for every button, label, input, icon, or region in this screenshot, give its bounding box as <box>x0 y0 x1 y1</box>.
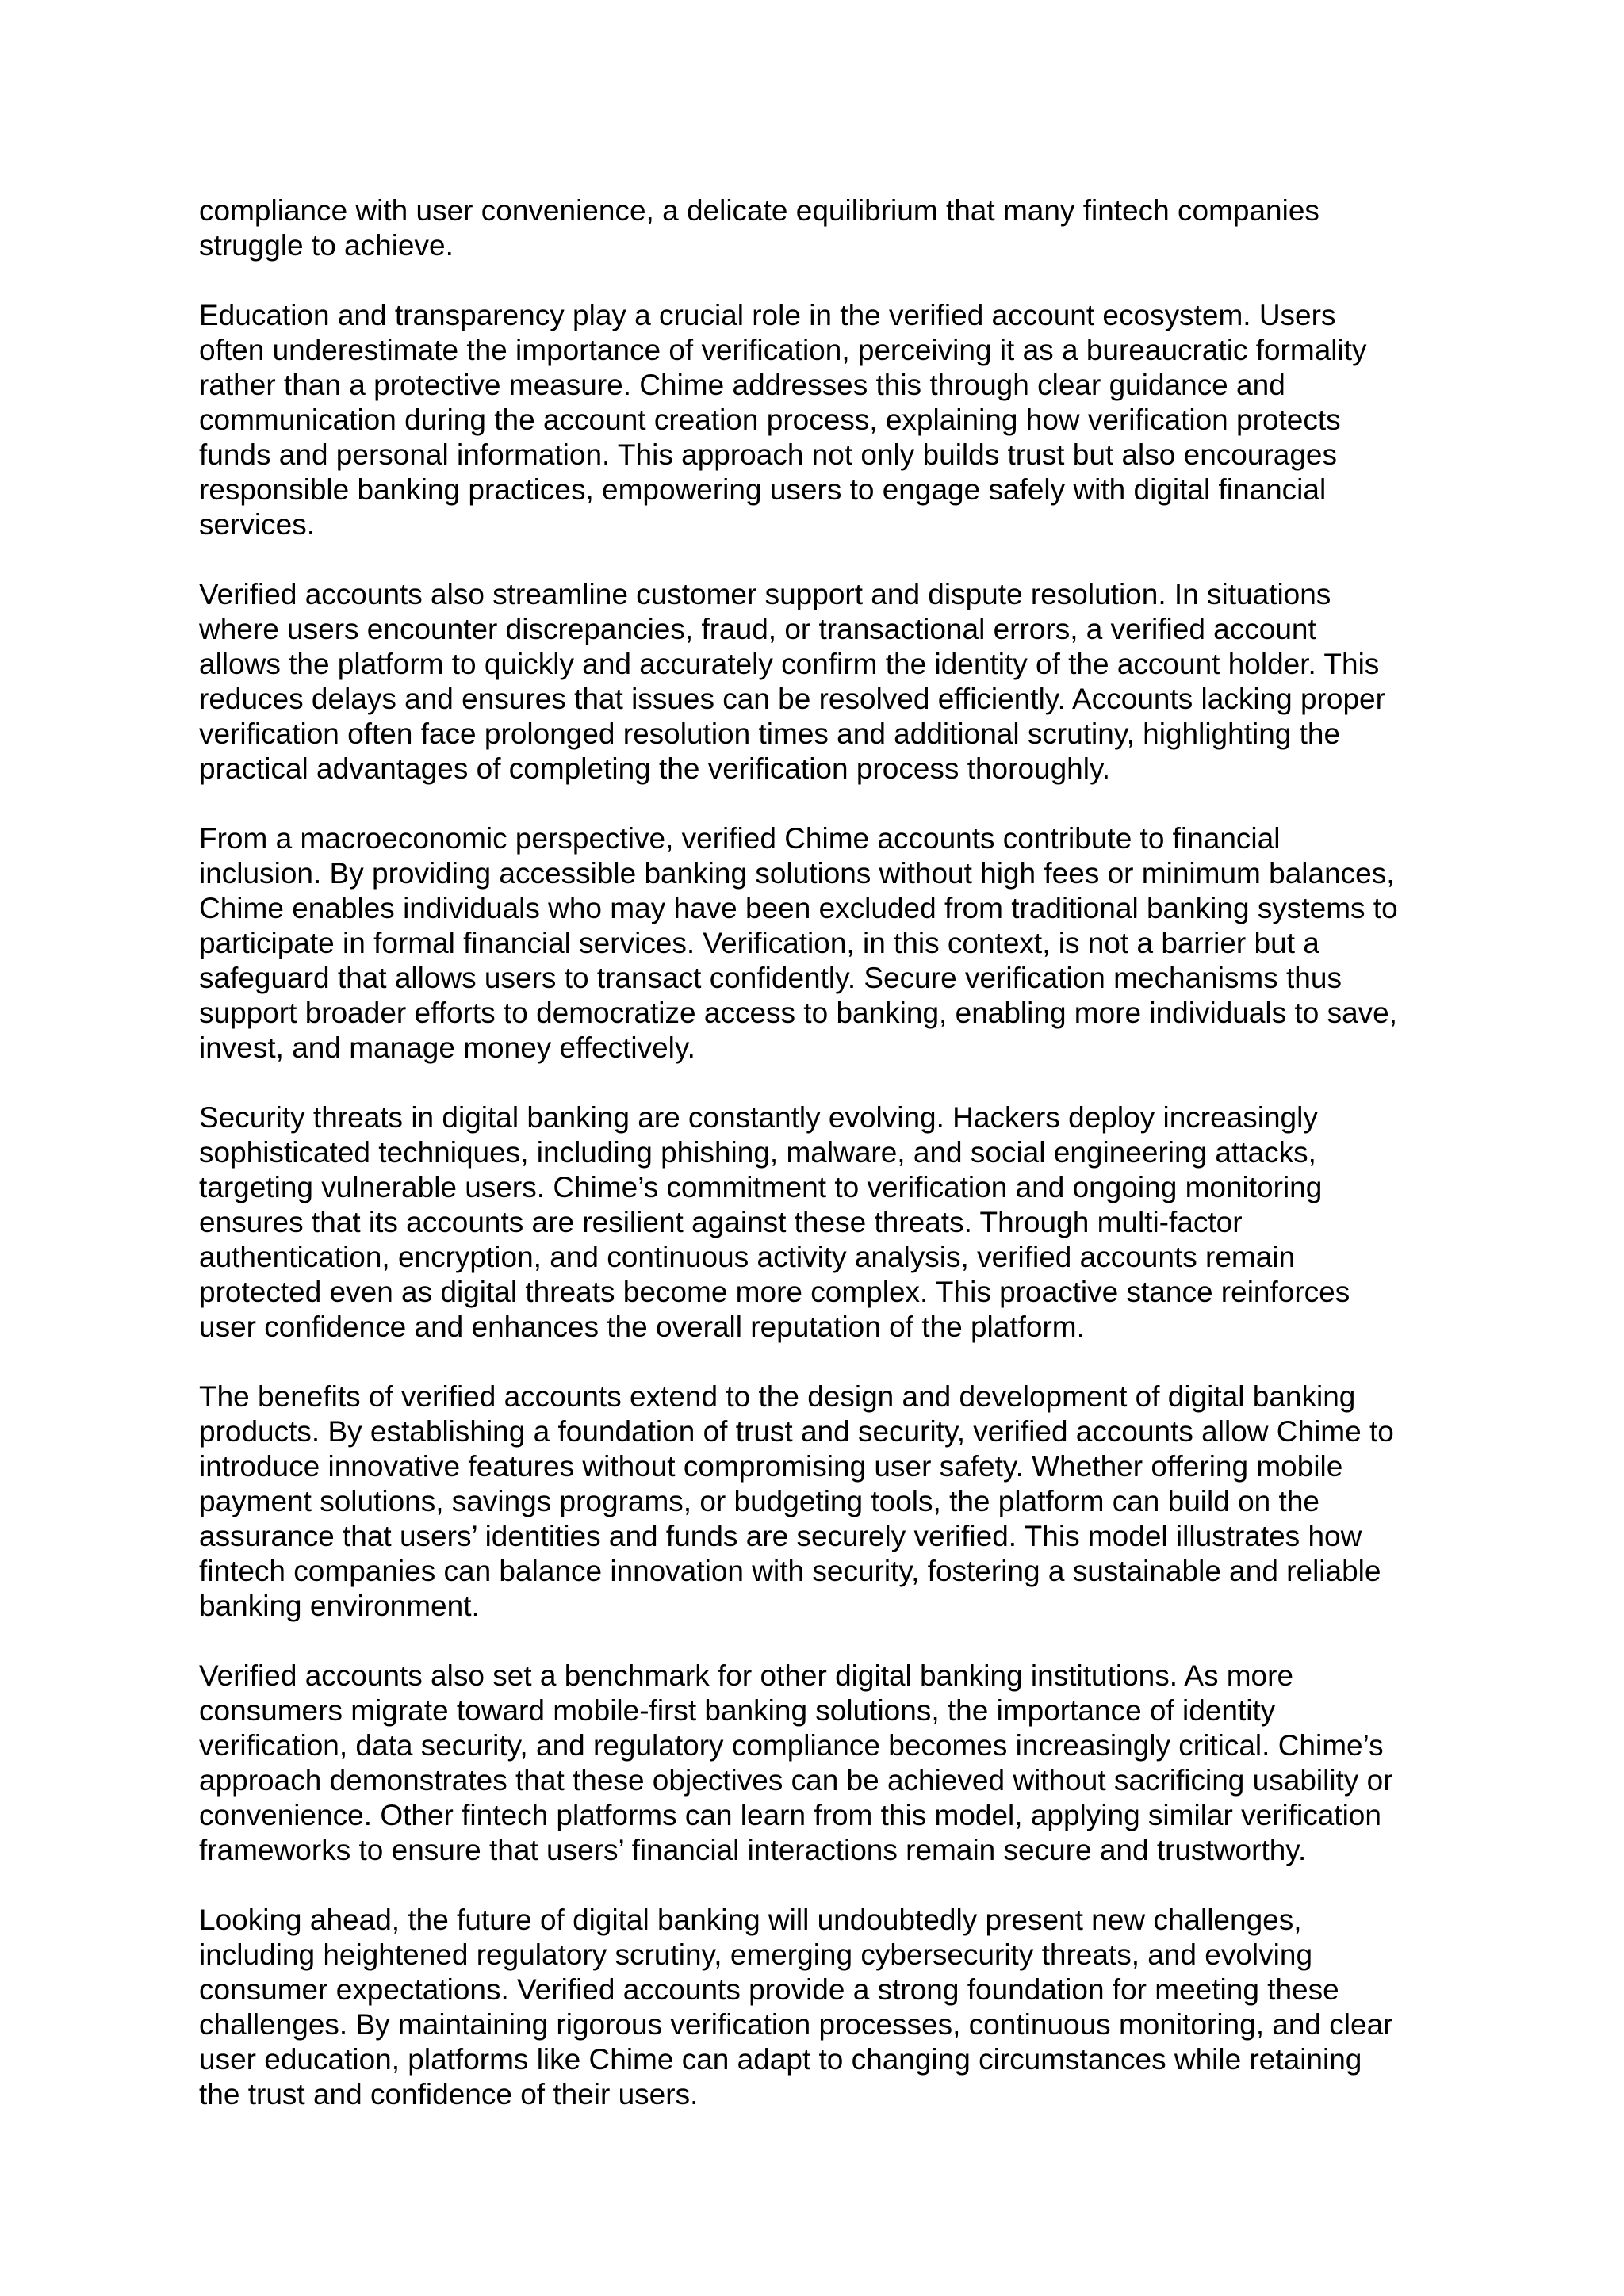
paragraph-5: Security threats in digital banking are constantly evolving. Hackers deploy increasingly sophisticated techniques, including phishing, malware, and social engineering attacks, targeting vulnerable users. Chime’s commitment to verification and ongoing monitoring ensures that its accounts are resilient against these threats. Through multi-factor authentication, encryption, and continuous activity analysis, verified accounts remain protected even as digital threats become more complex. This proactive stance reinforces user confidence and enhances the overall reputation of the platform. <box>199 1101 1350 1343</box>
paragraph-2: Education and transparency play a crucial role in the verified account ecosystem. Users often underestimate the importance of verification, perceiving it as a bureaucratic formality rather than a protective measure. Chime addresses this through clear guidance and communication during the account creation process, explaining how verification protects funds and personal information. This approach not only builds trust but also encourages responsible banking practices, empowering users to engage safely with digital financial services. <box>199 299 1367 541</box>
paragraph-1: compliance with user convenience, a delicate equilibrium that many fintech companies struggle to achieve. <box>199 194 1320 262</box>
paragraph-4: From a macroeconomic perspective, verified Chime accounts contribute to financial inclusion. By providing accessible banking solutions without high fees or minimum balances, Chime enables individuals who may have been excluded from traditional banking systems to participate in formal financial services. Verification, in this context, is not a barrier but a safeguard that allows users to transact confidently. Secure verification mechanisms thus support broader efforts to democratize access to banking, enabling more individuals to save, invest, and manage money effectively. <box>199 822 1398 1064</box>
paragraph-3: Verified accounts also streamline customer support and dispute resolution. In situations where users encounter discrepancies, fraud, or transactional errors, a verified account allows the platform to quickly and accurately confirm the identity of the account holder. This reduces delays and ensures that issues can be resolved efficiently. Accounts lacking proper verification often face prolonged resolution times and additional scrutiny, highlighting the practical advantages of completing the verification process thoroughly. <box>199 578 1385 785</box>
paragraph-8: Looking ahead, the future of digital banking will undoubtedly present new challenges, including heightened regulatory scrutiny, emerging cybersecurity threats, and evolving consumer expectations. Verified accounts provide a strong foundation for meeting these challenges. By maintaining rigorous verification processes, continuous monitoring, and clear user education, platforms like Chime can adapt to changing circumstances while retaining the trust and confidence of their users. <box>199 1904 1393 2110</box>
body-text <box>199 193 1452 2147</box>
paragraph-7: Verified accounts also set a benchmark for other digital banking institutions. As more consumers migrate toward mobile-first banking solutions, the importance of identity verification, data security, and regulatory compliance becomes increasingly critical. Chime’s approach demonstrates that these objectives can be achieved without sacrificing usability or convenience. Other fintech platforms can learn from this model, applying similar verification frameworks to ensure that users’ financial interactions remain secure and trustworthy. <box>199 1659 1393 1866</box>
paragraph-6: The benefits of verified accounts extend to the design and development of digital banking products. By establishing a foundation of trust and security, verified accounts allow Chime to introduce innovative features without compromising user safety. Whether offering mobile payment solutions, savings programs, or budgeting tools, the platform can build on the assurance that users’ identities and funds are securely verified. This model illustrates how fintech companies can balance innovation with security, fostering a sustainable and reliable banking environment. <box>199 1380 1394 1622</box>
